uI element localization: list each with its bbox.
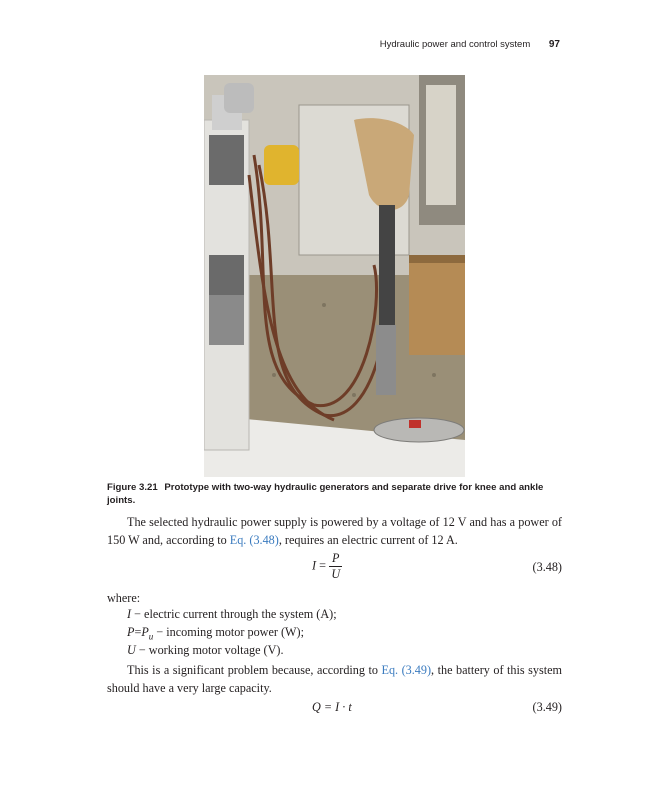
equation-number: (3.49) xyxy=(532,700,562,714)
definition-subscript: u xyxy=(148,631,154,642)
definition-symbol: I xyxy=(127,607,132,621)
paragraph-text: , requires an electric current of 12 A. xyxy=(278,533,458,547)
equation-link-3-49[interactable]: Eq. (3.49) xyxy=(381,663,432,677)
where-label: where: xyxy=(107,591,141,605)
figure-caption-text: Prototype with two-way hydraulic generators and separate drive for knee and ankle joints. xyxy=(107,482,544,506)
paragraph-battery xyxy=(107,661,562,697)
page-number: 97 xyxy=(548,39,560,50)
paragraph-text: This is a significant problem because, according to xyxy=(127,663,382,677)
figure-caption xyxy=(107,481,562,507)
equation-symbol: I xyxy=(312,558,317,573)
figure-photo-prosthesis xyxy=(204,75,465,477)
equation-link-3-48[interactable]: Eq. (3.48) xyxy=(229,533,279,547)
definition-item xyxy=(127,607,337,622)
equation-expression: Q = I · t xyxy=(312,700,352,714)
definition-item xyxy=(127,625,304,641)
fraction-denominator: U xyxy=(331,567,341,581)
paragraph-power-supply xyxy=(107,513,562,549)
definition-item xyxy=(127,643,284,658)
fraction xyxy=(329,551,342,582)
definition-text: − working motor voltage (V). xyxy=(135,643,284,657)
paragraph-text: The selected hydraulic power supply is powered by a voltage of 12 V and has a power of 150 W and, according to xyxy=(107,515,562,547)
running-title: Hydraulic power and control system xyxy=(379,39,531,50)
definition-text: − electric current through the system (A); xyxy=(131,607,337,621)
definition-symbol: U xyxy=(127,643,136,657)
figure-label: Figure 3.21 xyxy=(107,482,158,493)
equation-operator: = xyxy=(319,558,326,573)
equation-number: (3.48) xyxy=(532,560,562,574)
definition-text: − incoming motor power (W); xyxy=(153,625,305,639)
definition-symbol: P xyxy=(141,625,149,639)
paragraph-text: , the battery of this system should have a very large capacity. xyxy=(107,663,562,695)
running-header xyxy=(380,39,560,50)
fraction-numerator: P xyxy=(329,551,342,567)
definition-operator: = xyxy=(134,625,142,639)
definition-symbol: P xyxy=(127,625,135,639)
